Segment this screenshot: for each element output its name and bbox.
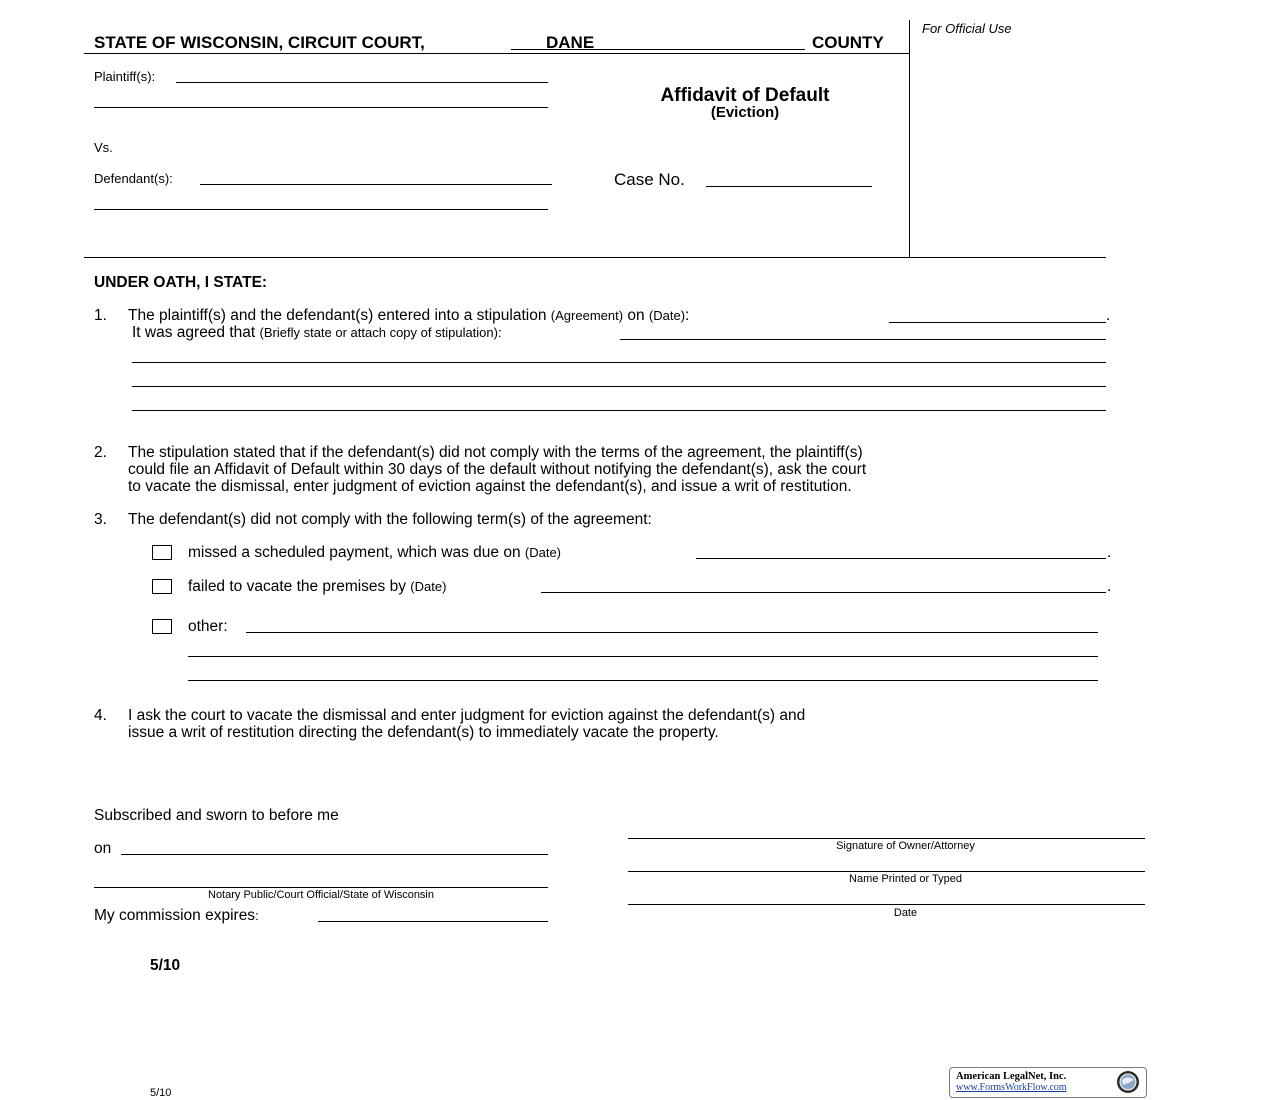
- name-printed-label: Name Printed or Typed: [849, 873, 962, 885]
- brand-url[interactable]: www.FormsWorkFlow.com: [956, 1082, 1067, 1093]
- item1-number: 1.: [94, 307, 107, 324]
- brand-name: American LegalNet, Inc.: [956, 1071, 1067, 1082]
- sworn-text: Subscribed and sworn to before me: [94, 807, 339, 824]
- item1-on: on: [627, 307, 645, 324]
- other-field-line3[interactable]: [188, 680, 1098, 681]
- item1-colon: :: [685, 307, 690, 324]
- item4-line2: issue a writ of restitution directing the defendant(s) to immediately vacate the property.: [128, 724, 719, 741]
- official-use-divider: [909, 20, 910, 258]
- missed-payment-checkbox[interactable]: [152, 545, 172, 560]
- owner-signature-label: Signature of Owner/Attorney: [836, 840, 975, 852]
- item1-period: .: [1106, 307, 1111, 324]
- missed-payment-label: [188, 544, 561, 562]
- case-no-label: Case No.: [614, 170, 685, 189]
- failed-vacate-period: .: [1107, 578, 1112, 595]
- failed-vacate-text: failed to vacate the premises by: [188, 578, 406, 595]
- plaintiff-field[interactable]: [176, 82, 548, 83]
- defendant-label: Defendant(s):: [94, 171, 173, 186]
- signature-date-label: Date: [893, 907, 918, 919]
- item1-agreement-line2[interactable]: [132, 362, 1106, 363]
- commission-colon: :: [255, 908, 259, 923]
- defendant-field[interactable]: [200, 184, 552, 185]
- notary-signature-field[interactable]: [94, 887, 548, 888]
- item4-line1: I ask the court to vacate the dismissal and enter judgment for eviction against the defendant(s) and: [128, 707, 806, 724]
- defendant-field-line2[interactable]: [94, 209, 548, 210]
- item2-number: 2.: [94, 444, 107, 461]
- item3-text: The defendant(s) did not comply with the following term(s) of the agreement:: [128, 511, 652, 528]
- item2-line3: to vacate the dismissal, enter judgment of eviction against the defendant(s), and issue a writ of restitution.: [128, 478, 852, 495]
- vs-label: Vs.: [94, 140, 113, 155]
- missed-payment-date-hint: (Date): [524, 545, 562, 560]
- failed-vacate-checkbox[interactable]: [152, 579, 172, 594]
- plaintiff-label: Plaintiff(s):: [94, 69, 156, 84]
- name-printed-field[interactable]: [628, 871, 1145, 872]
- item2-line2: could file an Affidavit of Default within 30 days of the default without notifying the defendant(s), ask the court: [128, 461, 867, 478]
- item1-agreed-hint: (Briefly state or attach copy of stipulation):: [259, 325, 502, 340]
- item1-line2: [132, 324, 502, 342]
- oath-heading: UNDER OATH, I STATE:: [94, 274, 268, 291]
- plaintiff-field-line2[interactable]: [94, 107, 548, 108]
- commission-label: [94, 907, 259, 925]
- missed-payment-period: .: [1107, 544, 1112, 561]
- item1-date-field[interactable]: [889, 322, 1106, 323]
- item1-text: The plaintiff(s) and the defendant(s) entered into a stipulation: [128, 307, 547, 324]
- other-field-line2[interactable]: [188, 656, 1098, 657]
- item1-agreement: (Agreement): [550, 308, 624, 323]
- other-label: other:: [188, 618, 228, 635]
- case-no-field[interactable]: [706, 186, 872, 187]
- missed-payment-text: missed a scheduled payment, which was due on: [188, 544, 521, 561]
- item1-agreed: It was agreed that: [132, 324, 256, 341]
- caption-bottom-rule: [84, 257, 1106, 258]
- item1-date-hint: (Date): [648, 308, 686, 323]
- item1-agreement-line3[interactable]: [132, 386, 1106, 387]
- item1-agreement-line4[interactable]: [132, 410, 1106, 411]
- owner-signature-field[interactable]: [628, 838, 1145, 839]
- commission-field[interactable]: [318, 921, 548, 922]
- failed-vacate-label: [188, 578, 446, 596]
- other-checkbox[interactable]: [152, 619, 172, 634]
- item4-number: 4.: [94, 707, 107, 724]
- county-value[interactable]: DANE: [546, 33, 595, 52]
- form-title: Affidavit of Default: [660, 85, 830, 106]
- commission-text: My commission expires: [94, 907, 256, 924]
- form-version: 5/10: [150, 957, 181, 974]
- item1-agreement-field[interactable]: [620, 339, 1106, 340]
- failed-vacate-date-hint: (Date): [410, 579, 447, 594]
- official-use-label: For Official Use: [922, 21, 1012, 36]
- notary-label: Notary Public/Court Official/State of Wisconsin: [208, 889, 434, 901]
- court-prefix: STATE OF WISCONSIN, CIRCUIT COURT,: [94, 33, 425, 52]
- header-rule: [84, 53, 909, 54]
- item3-number: 3.: [94, 511, 107, 528]
- other-field[interactable]: [246, 632, 1098, 633]
- county-suffix: COUNTY: [812, 33, 884, 52]
- form-version-small: 5/10: [150, 1087, 172, 1099]
- sworn-on-label: on: [94, 840, 112, 857]
- item2-line1: The stipulation stated that if the defendant(s) did not comply with the terms of the agreement, the plaintiff(s): [128, 444, 863, 461]
- sworn-date-field[interactable]: [121, 854, 548, 855]
- globe-icon: [1116, 1070, 1140, 1094]
- missed-payment-date-field[interactable]: [696, 558, 1106, 559]
- item1-line1: [128, 307, 689, 325]
- failed-vacate-date-field[interactable]: [541, 592, 1106, 593]
- form-subtitle: (Eviction): [710, 104, 780, 121]
- american-legalnet-logo[interactable]: [949, 1067, 1147, 1098]
- signature-date-field[interactable]: [628, 904, 1145, 905]
